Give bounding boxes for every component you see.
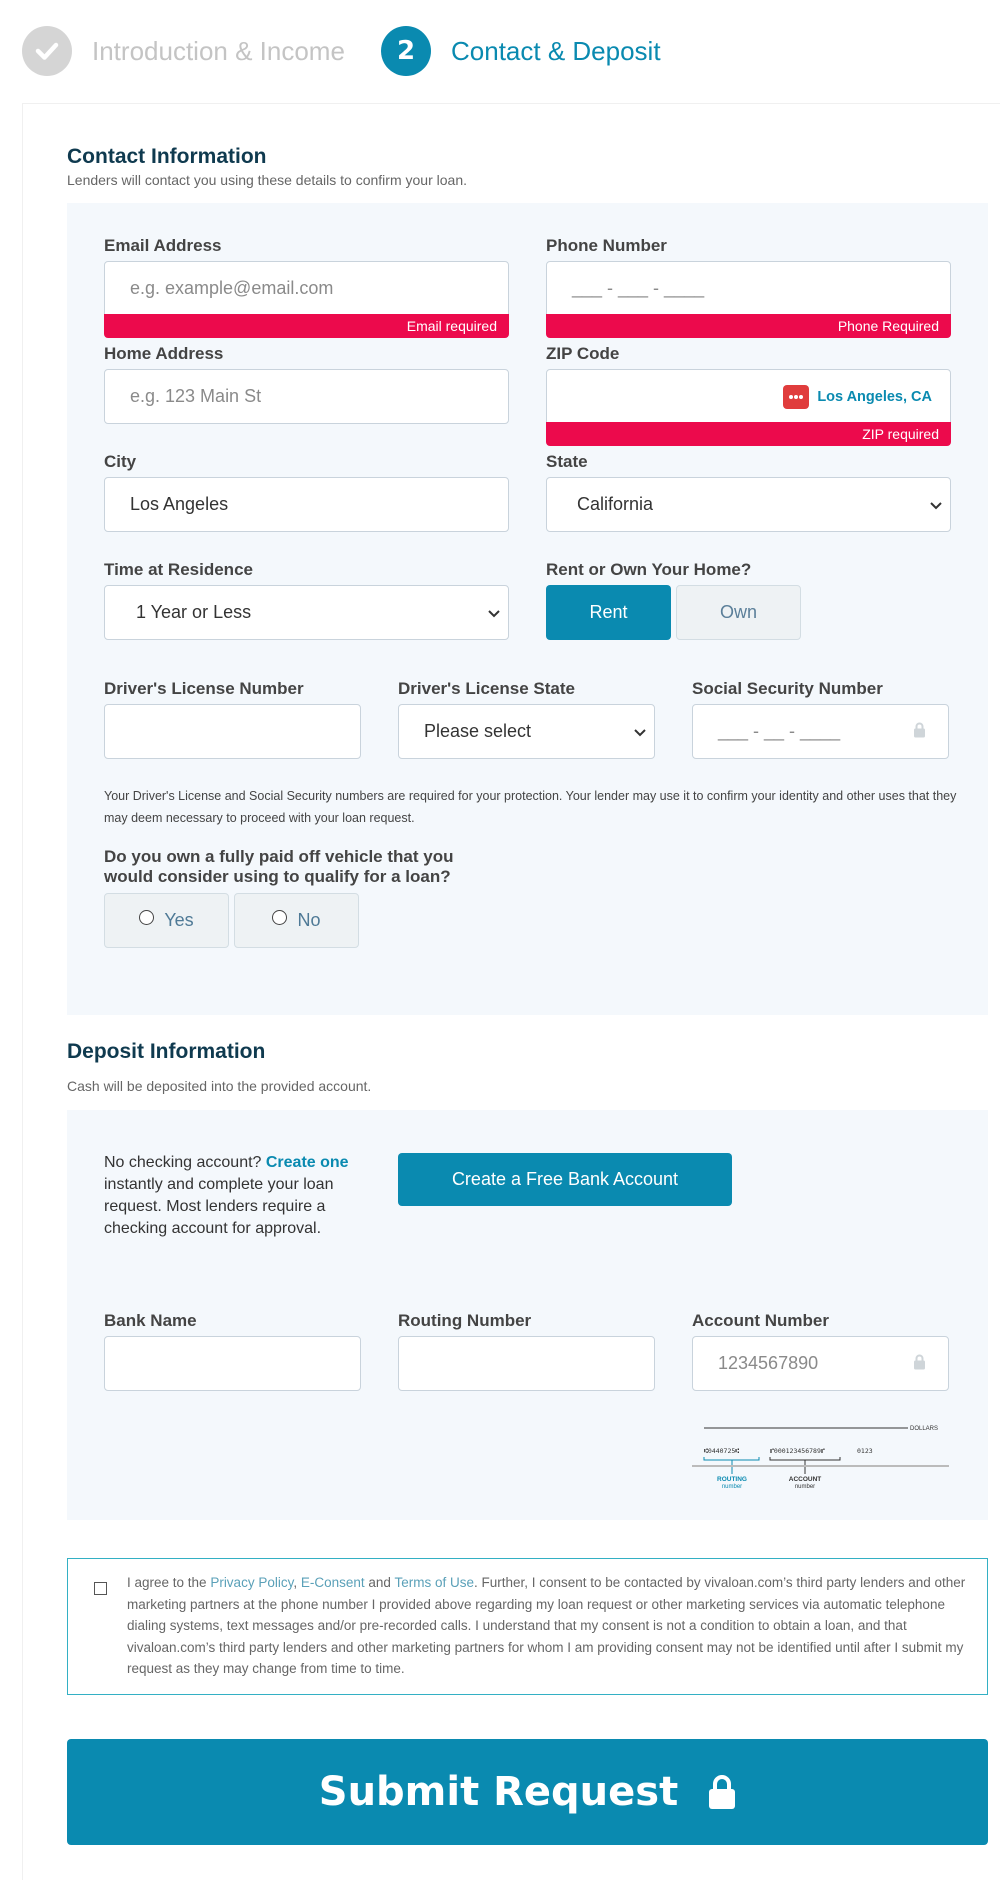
state-select[interactable] bbox=[546, 477, 951, 532]
state-label: State bbox=[546, 452, 588, 471]
routing-number-label: Routing Number bbox=[398, 1311, 532, 1330]
account-caption-sub: number bbox=[794, 1484, 816, 1490]
routing-number-field[interactable] bbox=[398, 1336, 655, 1391]
vehicle-yes-label: Yes bbox=[164, 910, 194, 930]
dl-state-value: Please select bbox=[424, 721, 532, 741]
dl-state-label: Driver's License State bbox=[398, 679, 575, 698]
identity-note: Your Driver's License and Social Security numbers are required for your protection. Your lender may use it to confirm your identity and other uses that they may deem necessary to proceed with your loan request. bbox=[104, 789, 957, 825]
step-2 bbox=[381, 26, 661, 76]
step-2-label: Contact & Deposit bbox=[451, 35, 661, 66]
chevron-down-icon bbox=[488, 605, 500, 621]
check-number-digits: 0123 bbox=[857, 1447, 873, 1455]
routing-caption: ROUTING bbox=[717, 1476, 747, 1483]
lock-icon bbox=[913, 721, 926, 742]
zip-location-text: Los Angeles, CA bbox=[817, 389, 932, 405]
email-label: Email Address bbox=[104, 236, 222, 255]
no-checking-text bbox=[104, 1152, 359, 1240]
home-address-label: Home Address bbox=[104, 344, 224, 363]
e-consent-link[interactable]: E-Consent bbox=[300, 1575, 365, 1590]
privacy-policy-link[interactable]: Privacy Policy bbox=[210, 1575, 294, 1590]
own-button[interactable]: Own bbox=[676, 585, 801, 640]
lock-icon bbox=[708, 1775, 736, 1809]
deposit-section-subtitle: Cash will be deposited into the provided account. bbox=[67, 1078, 372, 1094]
contact-section-subtitle: Lenders will contact you using these details to confirm your loan. bbox=[67, 172, 467, 188]
check-account-digits: ⑈000123456789⑈ bbox=[770, 1447, 825, 1455]
no-checking-suffix: instantly and complete your loan request. Most lenders require a checking account for approval. bbox=[104, 1176, 334, 1237]
consent-prefix: I agree to the bbox=[127, 1575, 211, 1590]
vehicle-no-option[interactable] bbox=[234, 893, 359, 948]
lock-icon bbox=[913, 1353, 926, 1374]
rent-button[interactable]: Rent bbox=[546, 585, 671, 640]
home-address-field[interactable]: e.g. 123 Main St bbox=[104, 369, 509, 424]
consent-body: . Further, I consent to be contacted by vivaloan.com’s third party lenders and other marketing partners at the phone number I provided above regarding my loan request or other marketing services via automatic telephone dialing systems, text messages and/or pre-recorded calls. I understand that my consent is not a condition to obtain a loan, and that vivaloan.com’s third party lenders and other marketing partners for whom I am providing consent may not be identified until after I submit my request as they may change from time to time. bbox=[127, 1575, 966, 1676]
state-value: California bbox=[577, 494, 654, 514]
create-one-link[interactable]: Create one bbox=[265, 1154, 349, 1171]
email-error: Email required bbox=[104, 314, 509, 338]
routing-caption-sub: number bbox=[721, 1484, 743, 1490]
bank-name-field[interactable] bbox=[104, 1336, 361, 1391]
check-routing-digits: ⑆0440725⑆ bbox=[704, 1447, 740, 1455]
submit-label: Submit Request bbox=[318, 1769, 679, 1815]
consent-and: and bbox=[364, 1575, 395, 1590]
zip-label: ZIP Code bbox=[546, 344, 620, 363]
dl-number-field[interactable] bbox=[104, 704, 361, 759]
time-at-residence-label: Time at Residence bbox=[104, 560, 253, 579]
zip-error: ZIP required bbox=[546, 422, 951, 446]
consent-text bbox=[127, 1572, 967, 1680]
zip-field[interactable] bbox=[546, 369, 951, 423]
contact-section-title: Contact Information bbox=[67, 145, 267, 168]
account-caption: ACCOUNT bbox=[788, 1476, 822, 1483]
vehicle-no-label: No bbox=[297, 910, 321, 930]
time-at-residence-value: 1 Year or Less bbox=[136, 602, 252, 622]
ssn-label: Social Security Number bbox=[692, 679, 883, 698]
create-bank-account-button[interactable]: Create a Free Bank Account bbox=[398, 1153, 732, 1206]
dl-state-select[interactable] bbox=[398, 704, 655, 759]
step-1-label: Introduction & Income bbox=[92, 35, 345, 66]
chevron-down-icon bbox=[930, 497, 942, 513]
phone-error: Phone Required bbox=[546, 314, 951, 338]
vehicle-question: Do you own a fully paid off vehicle that you would consider using to qualify for a loan? bbox=[104, 847, 454, 886]
deposit-section-title: Deposit Information bbox=[67, 1040, 266, 1063]
ssn-field[interactable] bbox=[692, 704, 949, 759]
time-at-residence-select[interactable] bbox=[104, 585, 509, 640]
account-number-field[interactable] bbox=[692, 1336, 949, 1391]
chevron-down-icon bbox=[634, 724, 646, 740]
phone-label: Phone Number bbox=[546, 236, 667, 255]
city-label: City bbox=[104, 452, 137, 471]
zip-location bbox=[783, 385, 932, 409]
check-dollars-text: DOLLARS bbox=[910, 1426, 939, 1432]
ssn-placeholder: ___ - __ - ____ bbox=[718, 721, 841, 741]
step-complete-check-icon bbox=[22, 26, 72, 76]
radio-icon bbox=[272, 910, 287, 925]
vehicle-yes-option[interactable] bbox=[104, 893, 229, 948]
consent-box bbox=[67, 1558, 988, 1695]
no-checking-prefix: No checking account? bbox=[104, 1154, 266, 1171]
account-number-label: Account Number bbox=[692, 1311, 829, 1330]
rent-own-label: Rent or Own Your Home? bbox=[546, 560, 752, 579]
bank-name-label: Bank Name bbox=[104, 1311, 197, 1330]
phone-field[interactable]: ___ - ___ - ____ bbox=[546, 261, 951, 315]
progress-stepper bbox=[22, 26, 345, 76]
location-badge-icon bbox=[783, 385, 809, 409]
check-diagram bbox=[692, 1418, 952, 1494]
account-number-placeholder: 1234567890 bbox=[718, 1353, 819, 1373]
email-field[interactable]: e.g. example@email.com bbox=[104, 261, 509, 315]
consent-checkbox[interactable] bbox=[94, 1582, 107, 1595]
radio-icon bbox=[139, 910, 154, 925]
terms-of-use-link[interactable]: Terms of Use bbox=[394, 1575, 474, 1590]
step-2-number: 2 bbox=[381, 26, 431, 76]
submit-request-button[interactable] bbox=[67, 1739, 988, 1845]
dl-number-label: Driver's License Number bbox=[104, 679, 304, 698]
city-field[interactable]: Los Angeles bbox=[104, 477, 509, 532]
consent-comma: , bbox=[293, 1575, 301, 1590]
